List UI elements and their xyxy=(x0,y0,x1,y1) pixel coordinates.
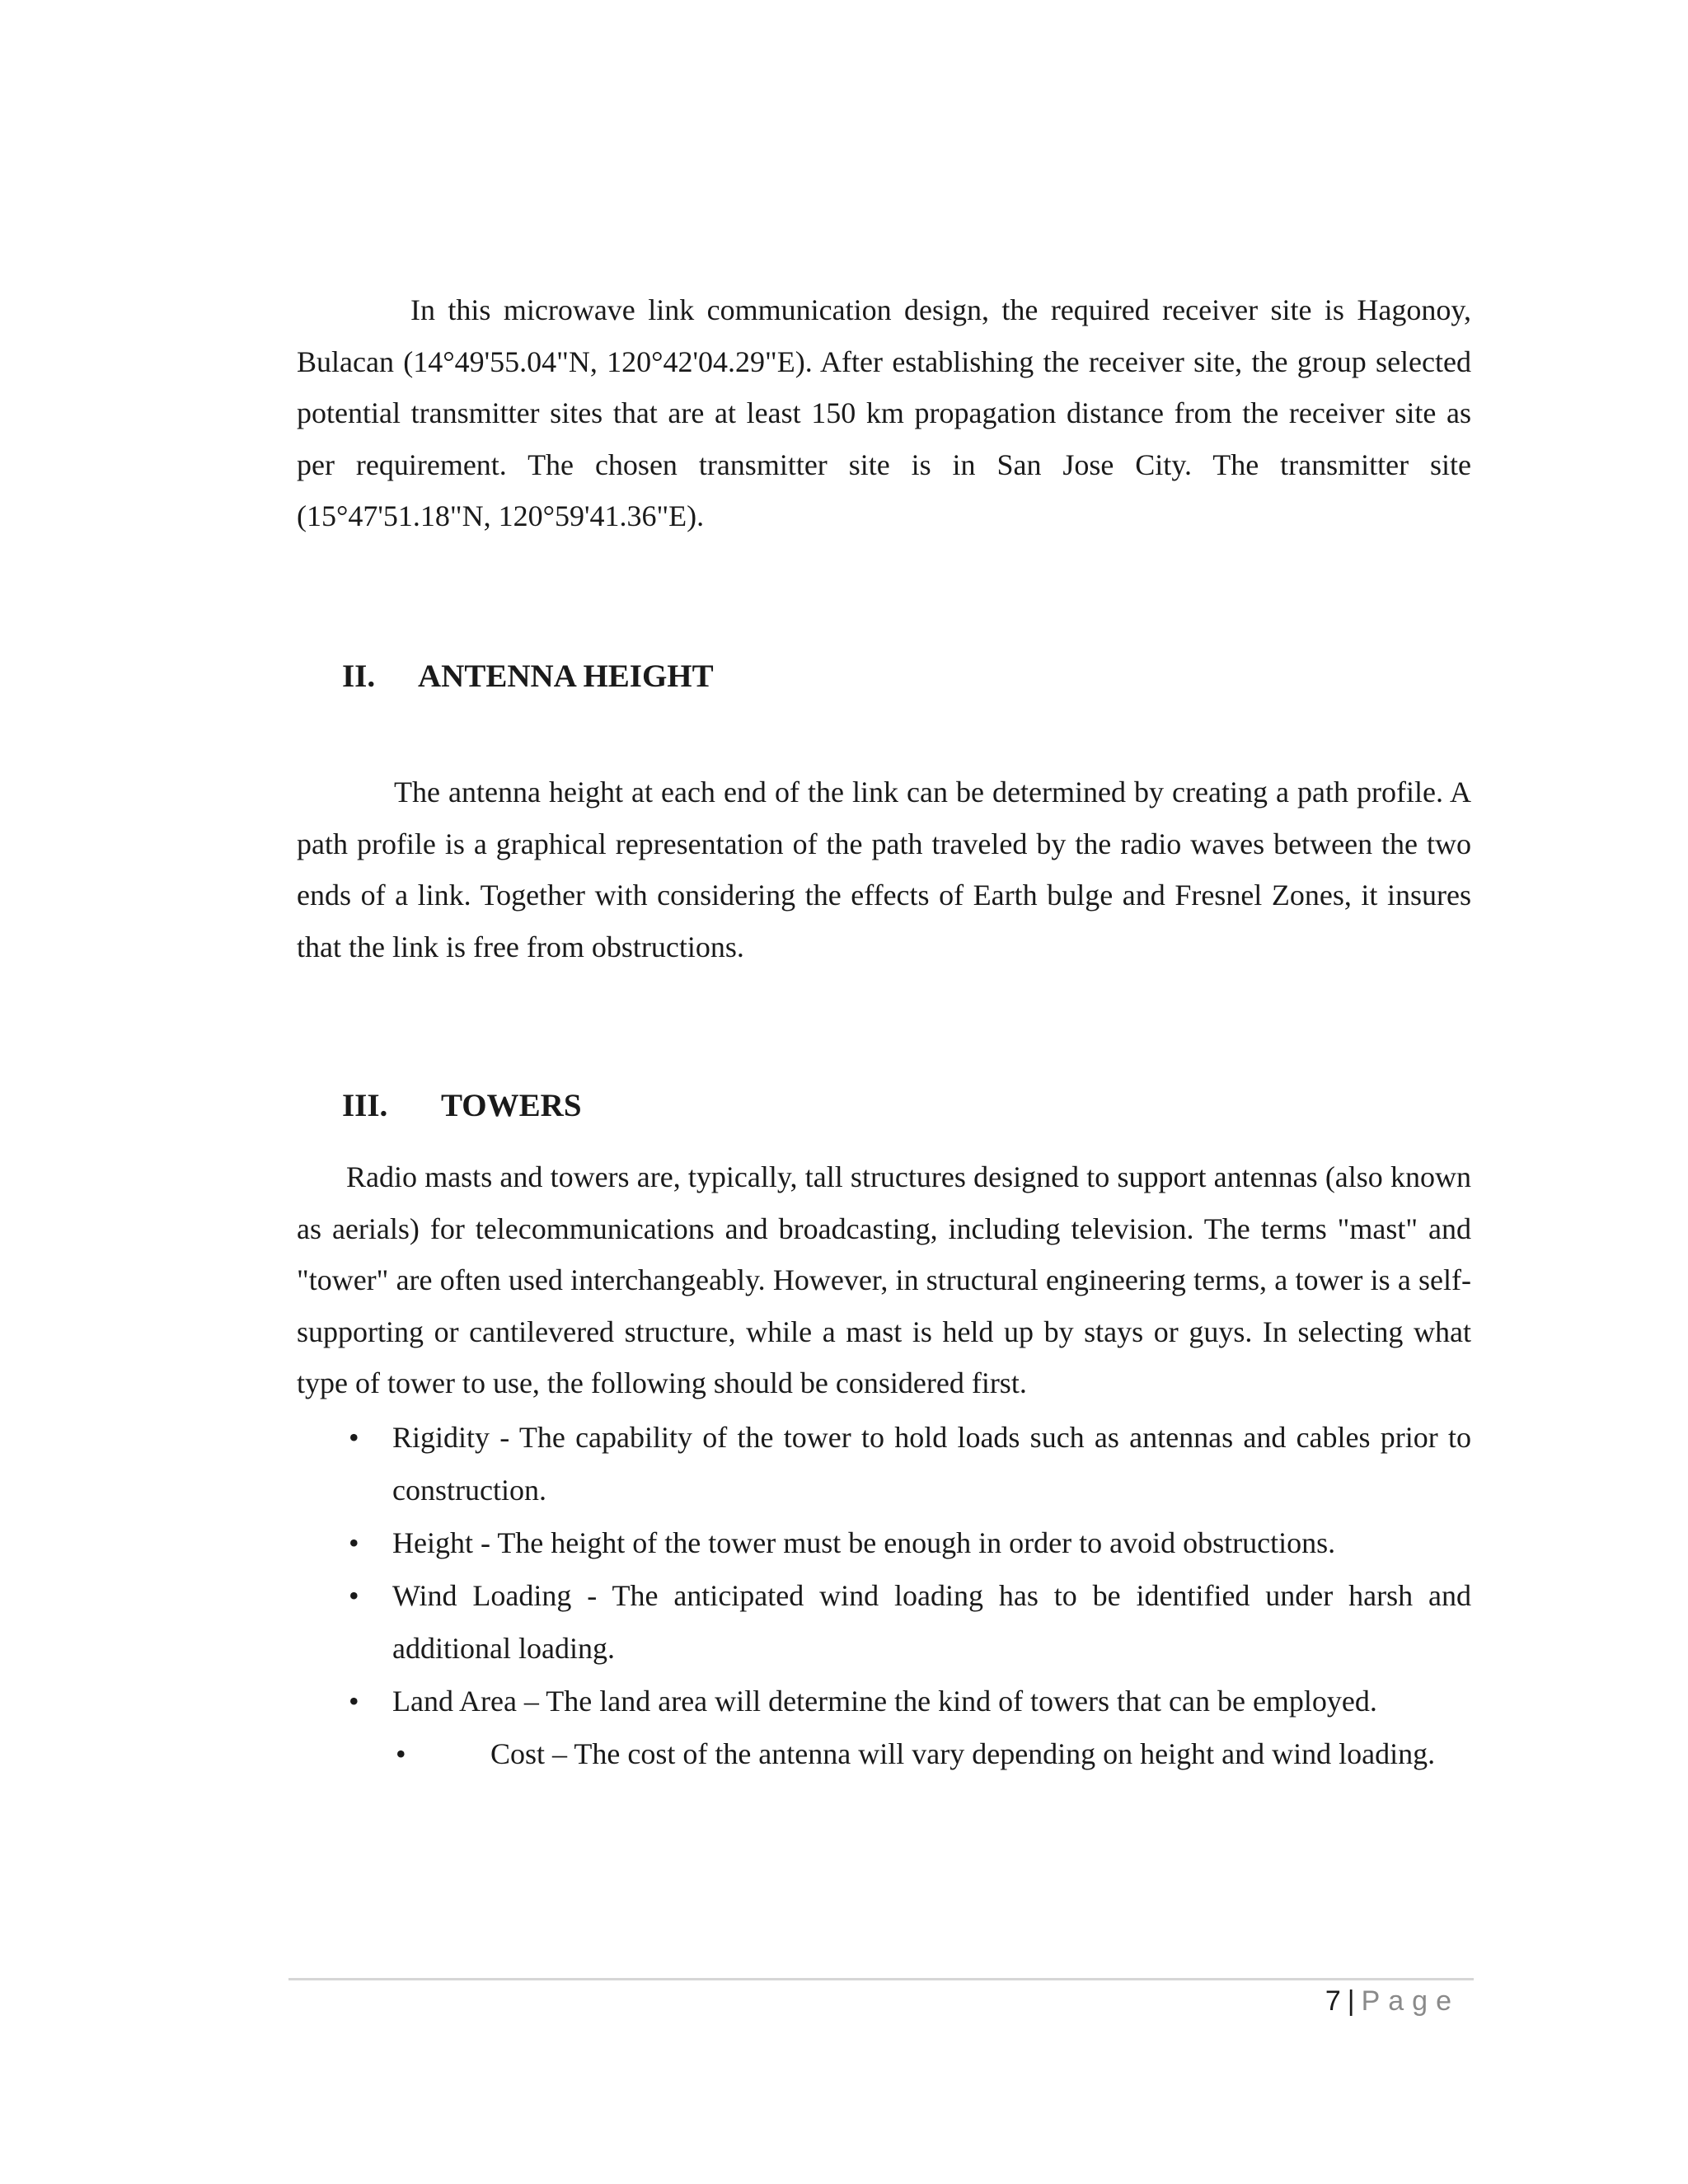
towers-paragraph xyxy=(297,1151,1471,1409)
antenna-height-paragraph xyxy=(297,766,1471,972)
towers-text: Radio masts and towers are, typically, tall structures designed to support antennas (also known as aerials) for telecommunications and broadcasting, including television. The terms "mast" and "tower" are often used interchangeably. However, in structural engineering terms, a tower is a self-supporting or cantilevered structure, while a mast is held up by stays or guys. In selecting what type of tower to use, the following should be considered first. xyxy=(297,1160,1471,1399)
bullet-icon: • xyxy=(349,1685,359,1718)
intro-text: In this microwave link communication design, the required receiver site is Hagonoy, Bulacan (14°49'55.04"N, 120°42'04.29"E). After establishing the receiver site, the group selected potential transmitter sites that are at least 150 km propagation distance from the receiver site as per requirement. The chosen transmitter site is in San Jose City. The transmitter site (15°47'51.18"N, 120°59'41.36"E). xyxy=(297,293,1471,532)
intro-paragraph xyxy=(297,284,1471,542)
list-item: • Rigidity - The capability of the tower to hold loads such as antennas and cables prior to construction. xyxy=(297,1411,1471,1516)
footer-separator: | xyxy=(1347,1985,1355,2017)
page-number: 7 xyxy=(1325,1985,1341,2017)
section-title: TOWERS xyxy=(441,1088,582,1123)
antenna-height-text: The antenna height at each end of the link can be determined by creating a path profile. A path profile is a graphical representation of the path traveled by the radio waves between the two ends of a link. Together with considering the effects of Earth bulge and Fresnel Zones, it insures that the link is free from obstructions. xyxy=(297,776,1471,963)
tower-considerations-list xyxy=(297,1411,1471,1780)
section-title: ANTENNA HEIGHT xyxy=(418,658,714,694)
section-number: II. xyxy=(342,658,376,694)
list-item: • Wind Loading - The anticipated wind loading has to be identified under harsh and additional loading. xyxy=(297,1569,1471,1675)
section-heading-antenna-height xyxy=(342,660,714,692)
section-number: III. xyxy=(342,1088,388,1123)
list-item: • Height - The height of the tower must be enough in order to avoid obstructions. xyxy=(297,1516,1471,1569)
bullet-icon: • xyxy=(349,1579,359,1612)
list-item: • Cost – The cost of the antenna will vary depending on height and wind loading. xyxy=(297,1727,1471,1780)
bullet-icon: • xyxy=(349,1526,359,1559)
section-heading-towers xyxy=(342,1090,582,1122)
page-footer xyxy=(1325,1981,1460,2021)
footer-divider xyxy=(288,1978,1474,1980)
list-item: • Land Area – The land area will determine the kind of towers that can be employed. xyxy=(297,1675,1471,1727)
bullet-icon: • xyxy=(396,1737,406,1770)
bullet-icon: • xyxy=(349,1421,359,1454)
page-label: Page xyxy=(1361,1985,1460,2017)
